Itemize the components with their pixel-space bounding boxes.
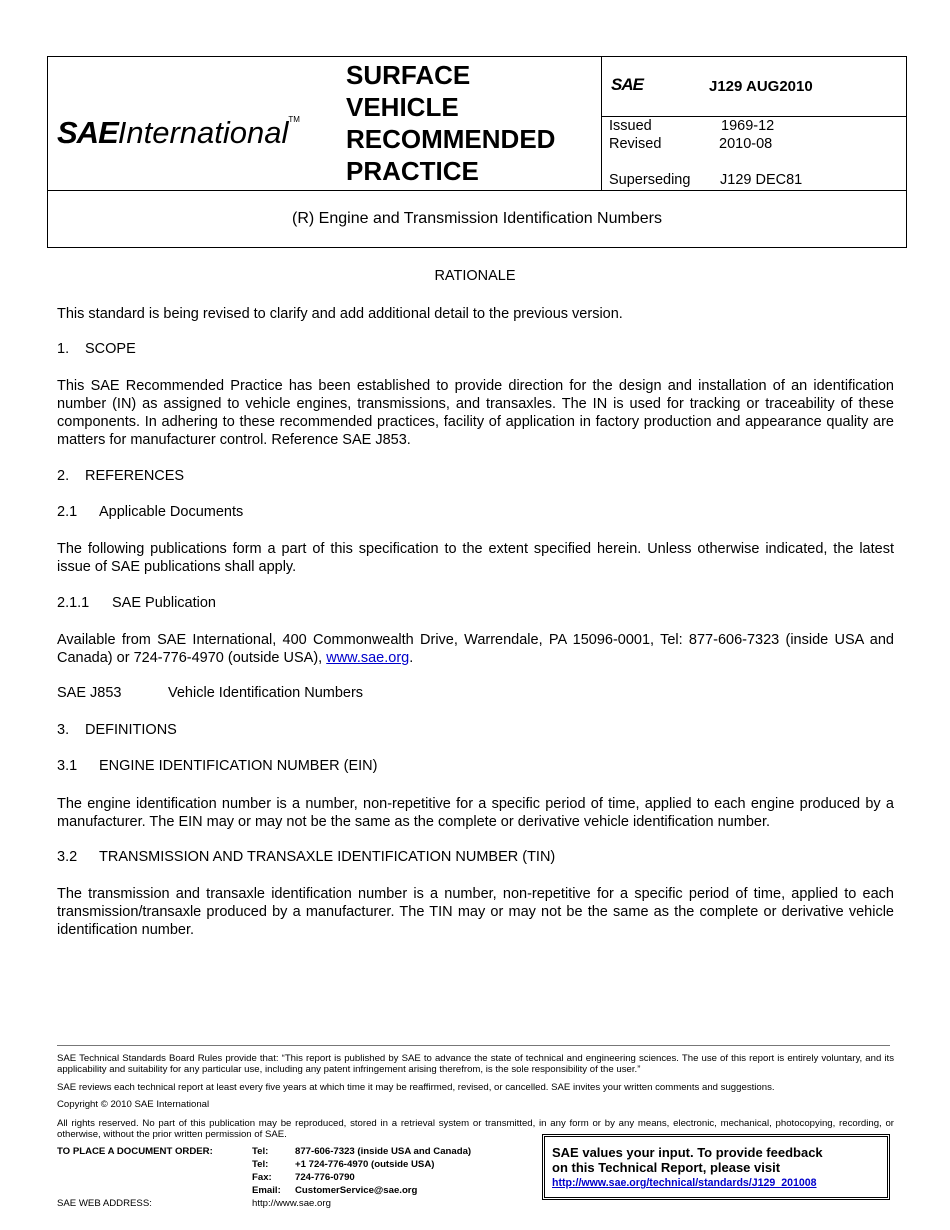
section-number: 2.1 — [57, 504, 78, 520]
superseding-value: J129 DEC81 — [720, 172, 803, 188]
section-title: SAE Publication — [112, 595, 216, 611]
section-title: TRANSMISSION AND TRANSAXLE IDENTIFICATION NUMBER (TIN) — [99, 849, 556, 865]
contact-label: Fax: — [252, 1172, 272, 1183]
section-3-1-heading — [57, 758, 377, 774]
publication-address: Available from SAE International, 400 Commonwealth Drive, Warrendale, PA 15096-0001, Tel: 877-606-7323 (inside USA and Canada) or 724-776-4970 (outside USA), — [57, 632, 894, 666]
section-title: Applicable Documents — [99, 504, 244, 520]
section-2-heading — [57, 468, 184, 484]
rationale-text: This standard is being revised to clarify and add additional detail to the previous version. — [57, 306, 623, 322]
punctuation: . — [409, 650, 414, 666]
section-title: ENGINE IDENTIFICATION NUMBER (EIN) — [99, 758, 378, 774]
document-type — [346, 59, 555, 187]
section-1-heading — [57, 341, 136, 357]
section-2-1-1-heading — [57, 595, 216, 611]
feedback-line: SAE values your input. To provide feedback — [552, 1145, 823, 1160]
trademark-mark: TM — [288, 115, 300, 124]
reference-entry — [57, 685, 363, 701]
logo-sae-text: SAE — [57, 115, 118, 150]
rationale-heading: RATIONALE — [434, 268, 516, 284]
section-title: DEFINITIONS — [85, 722, 177, 738]
document-header — [47, 56, 907, 248]
reference-code: SAE J853 — [57, 685, 122, 701]
contact-value: +1 724-776-4970 (outside USA) — [295, 1159, 435, 1170]
issued-label: Issued — [609, 118, 652, 134]
section-title: REFERENCES — [85, 468, 185, 484]
doc-type-line: PRACTICE — [346, 156, 479, 186]
contact-label: Tel: — [252, 1159, 269, 1170]
issued-value: 1969-12 — [721, 118, 775, 134]
web-address-label: SAE WEB ADDRESS: — [57, 1198, 152, 1209]
section-number: 2.1.1 — [57, 595, 90, 611]
sae-small-logo: SAE — [611, 75, 643, 94]
section-number: 3.1 — [57, 758, 78, 774]
contact-label: Tel: — [252, 1146, 269, 1157]
feedback-link[interactable]: http://www.sae.org/technical/standards/J129_201008 — [552, 1177, 817, 1189]
web-address-value[interactable]: http://www.sae.org — [252, 1198, 331, 1209]
contact-value: 877-606-7323 (inside USA and Canada) — [295, 1146, 472, 1157]
contact-label: Email: — [252, 1185, 281, 1196]
document-number: J129 AUG2010 — [709, 78, 813, 95]
tin-definition-text: The transmission and transaxle identification number is a number, non-repetitive for a specific period of time, applied to each transmission/transaxle produced by a manufacturer. The TIN may or may not be the same as the complete or derivative vehicle identification number. — [57, 886, 894, 938]
section-3-2-heading — [57, 849, 555, 865]
feedback-text — [552, 1145, 823, 1175]
section-title: SCOPE — [85, 341, 136, 357]
feedback-box — [542, 1134, 890, 1200]
doc-type-line: SURFACE — [346, 60, 471, 90]
section-2-1-heading — [57, 504, 243, 520]
section-3-heading — [57, 722, 177, 738]
feedback-line: on this Technical Report, please visit — [552, 1160, 781, 1175]
revised-label: Revised — [609, 136, 662, 152]
document-title: (R) Engine and Transmission Identification Numbers — [292, 210, 662, 227]
footer-rule — [57, 1045, 890, 1046]
section-number: 2. — [57, 468, 70, 484]
contact-email[interactable]: CustomerService@sae.org — [295, 1185, 418, 1196]
reference-title: Vehicle Identification Numbers — [168, 685, 364, 701]
divider — [48, 190, 906, 191]
contact-value: 724-776-0790 — [295, 1172, 355, 1183]
logo-international-text: International — [117, 115, 289, 150]
order-label: TO PLACE A DOCUMENT ORDER: — [57, 1146, 213, 1157]
applicable-documents-text: The following publications form a part of this specification to the extent specified herein. Unless otherwise indicated, the latest issue of SAE publications shall apply. — [57, 541, 894, 575]
section-number: 3. — [57, 722, 70, 738]
divider — [601, 57, 602, 190]
sae-publication-text — [57, 631, 894, 667]
sae-international-logo — [57, 115, 300, 151]
sae-website-link[interactable]: www.sae.org — [326, 650, 410, 666]
divider — [601, 116, 906, 117]
doc-type-line: VEHICLE — [346, 92, 459, 122]
ein-definition-text: The engine identification number is a number, non-repetitive for a specific period of time, applied to each engine produced by a manufacturer. The EIN may or may not be the same as the complete or derivative vehicle identification number. — [57, 796, 894, 830]
scope-text: This SAE Recommended Practice has been established to provide direction for the design and installation of an identification number (IN) as assigned to vehicle engines, transmissions, and transaxles. The IN is used for tracking or traceability of these components. In adhering to these recommended practices, facility of application in factory production and appearance quality are matters for manufacturer control. Reference SAE J853. — [57, 378, 894, 448]
board-rules-text: SAE Technical Standards Board Rules provide that: “This report is published by SAE to advance the state of technical and engineering sciences. The use of this report is entirely voluntary, and its applicability and suitability for any particular use, including any patent infringement arising therefrom, is the sole responsibility of the user.” — [57, 1053, 894, 1075]
review-text: SAE reviews each technical report at least every five years at which time it may be reaffirmed, revised, or cancelled. SAE invites your written comments and suggestions. — [57, 1082, 775, 1093]
rights-text: All rights reserved. No part of this publication may be reproduced, stored in a retrieval system or transmitted, in any form or by any means, electronic, mechanical, photocopying, recording, or otherwise, without the prior written permission of SAE. — [57, 1118, 894, 1140]
copyright-text: Copyright © 2010 SAE International — [57, 1099, 210, 1110]
section-number: 3.2 — [57, 849, 78, 865]
superseding-label: Superseding — [609, 172, 691, 188]
revised-value: 2010-08 — [719, 136, 773, 152]
section-number: 1. — [57, 341, 70, 357]
doc-type-line: RECOMMENDED — [346, 124, 556, 154]
